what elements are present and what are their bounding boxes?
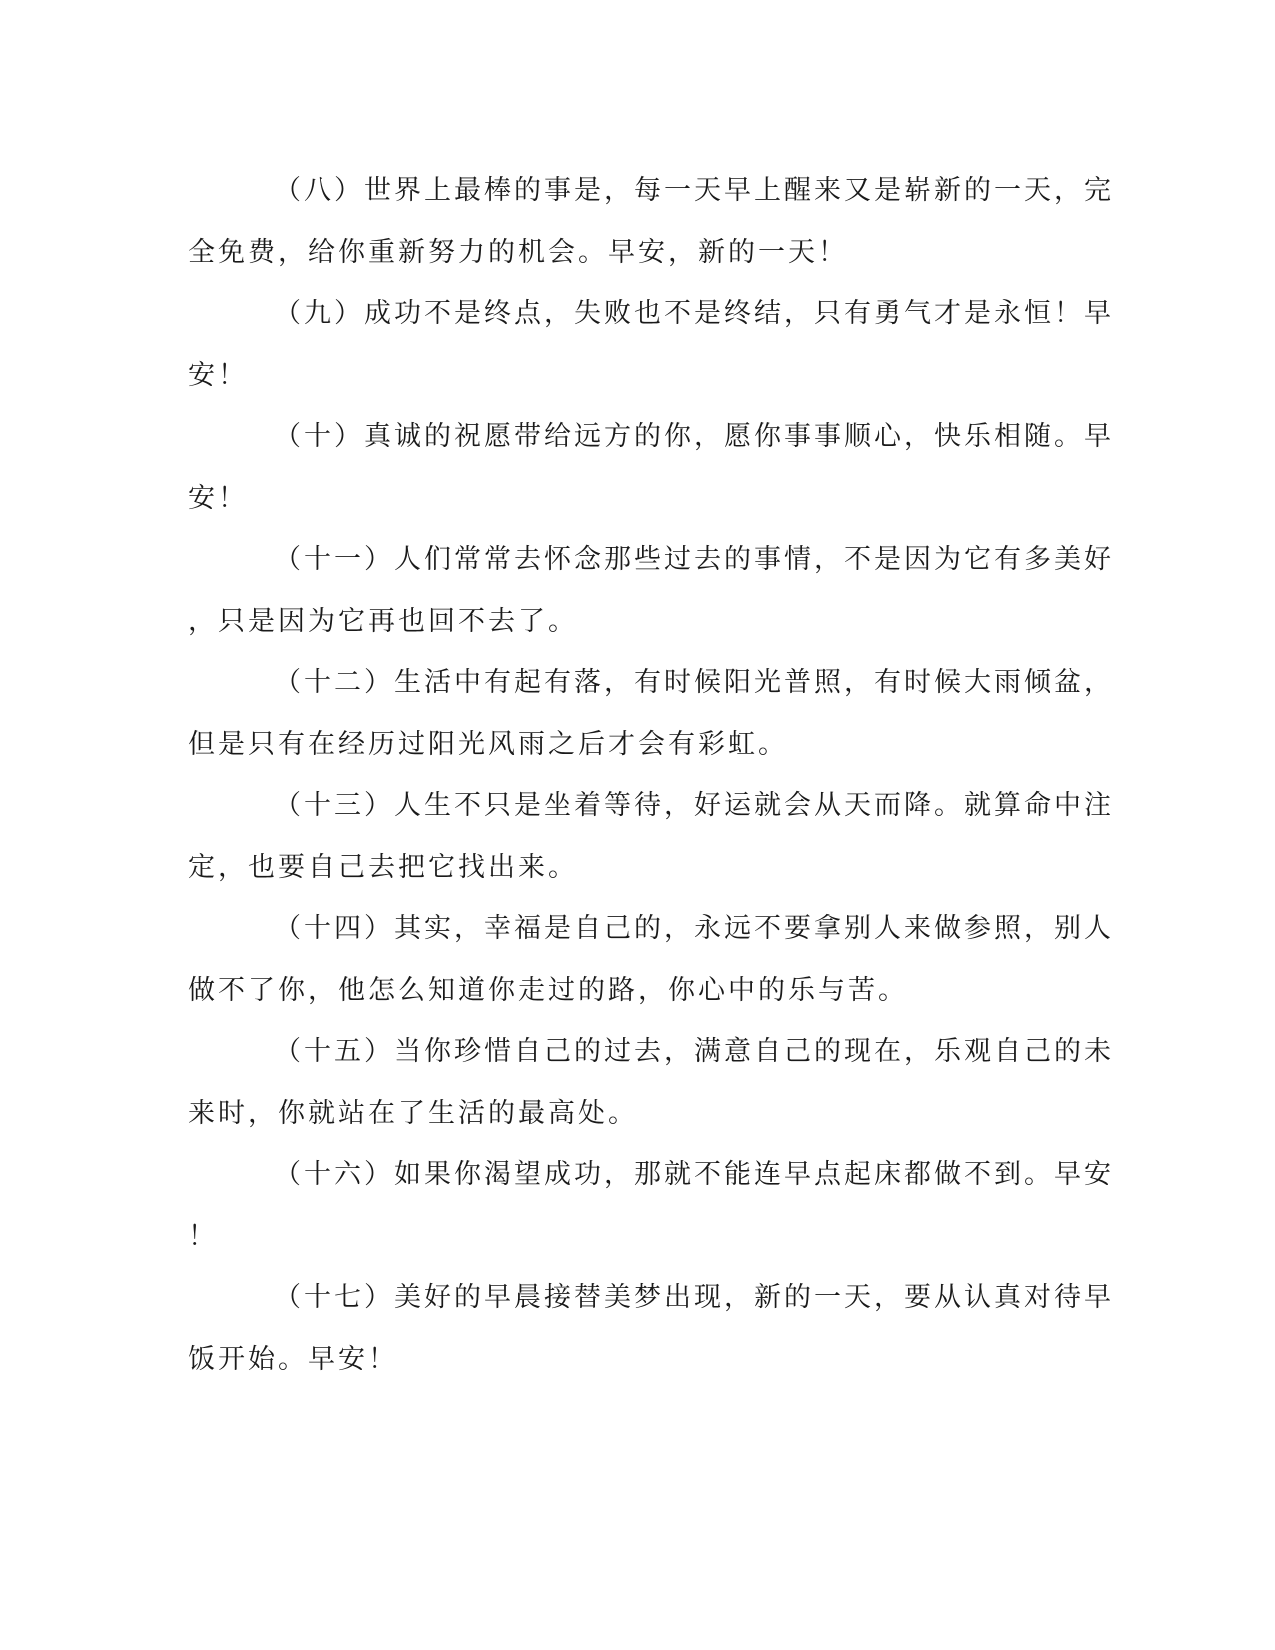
paragraph-line: （九）成功不是终点，失败也不是终结，只有勇气才是永恒！早 xyxy=(274,298,1114,329)
paragraph-11 xyxy=(188,529,1114,652)
paragraph-line: 但是只有在经历过阳光风雨之后才会有彩虹。 xyxy=(188,728,788,760)
paragraph-line: 定，也要自己去把它找出来。 xyxy=(188,851,578,883)
paragraph-line: （十三）人生不只是坐着等待，好运就会从天而降。就算命中注 xyxy=(274,790,1114,821)
paragraph-line: 饭开始。早安！ xyxy=(188,1343,398,1375)
paragraph-line: 安！ xyxy=(188,359,248,391)
paragraph-line: （十）真诚的祝愿带给远方的你，愿你事事顺心，快乐相随。早 xyxy=(274,421,1114,452)
paragraph-line: 安！ xyxy=(188,482,248,514)
paragraph-16 xyxy=(188,1144,1114,1267)
paragraph-line: ，只是因为它再也回不去了。 xyxy=(188,605,578,637)
paragraph-14 xyxy=(188,898,1114,1021)
paragraph-line: （十一）人们常常去怀念那些过去的事情，不是因为它有多美好 xyxy=(274,544,1114,575)
paragraph-15 xyxy=(188,1021,1114,1144)
paragraph-line: （十七）美好的早晨接替美梦出现，新的一天，要从认真对待早 xyxy=(274,1282,1114,1313)
paragraph-line: （八）世界上最棒的事是，每一天早上醒来又是崭新的一天，完 xyxy=(274,175,1114,206)
paragraph-9 xyxy=(188,283,1114,406)
paragraph-13 xyxy=(188,775,1114,898)
paragraph-line: 做不了你，他怎么知道你走过的路，你心中的乐与苦。 xyxy=(188,974,908,1006)
paragraph-line: ！ xyxy=(188,1220,218,1252)
paragraph-17 xyxy=(188,1267,1114,1390)
paragraph-line: （十五）当你珍惜自己的过去，满意自己的现在，乐观自己的未 xyxy=(274,1036,1114,1067)
paragraph-line: （十四）其实，幸福是自己的，永远不要拿别人来做参照，别人 xyxy=(274,913,1114,944)
paragraph-line: 来时，你就站在了生活的最高处。 xyxy=(188,1097,638,1129)
paragraph-line: （十六）如果你渴望成功，那就不能连早点起床都做不到。早安 xyxy=(274,1159,1114,1190)
document-body xyxy=(188,160,1114,1390)
paragraph-12 xyxy=(188,652,1114,775)
paragraph-10 xyxy=(188,406,1114,529)
paragraph-8 xyxy=(188,160,1114,283)
paragraph-line: （十二）生活中有起有落，有时候阳光普照，有时候大雨倾盆， xyxy=(274,667,1114,698)
paragraph-line: 全免费，给你重新努力的机会。早安，新的一天！ xyxy=(188,236,848,268)
